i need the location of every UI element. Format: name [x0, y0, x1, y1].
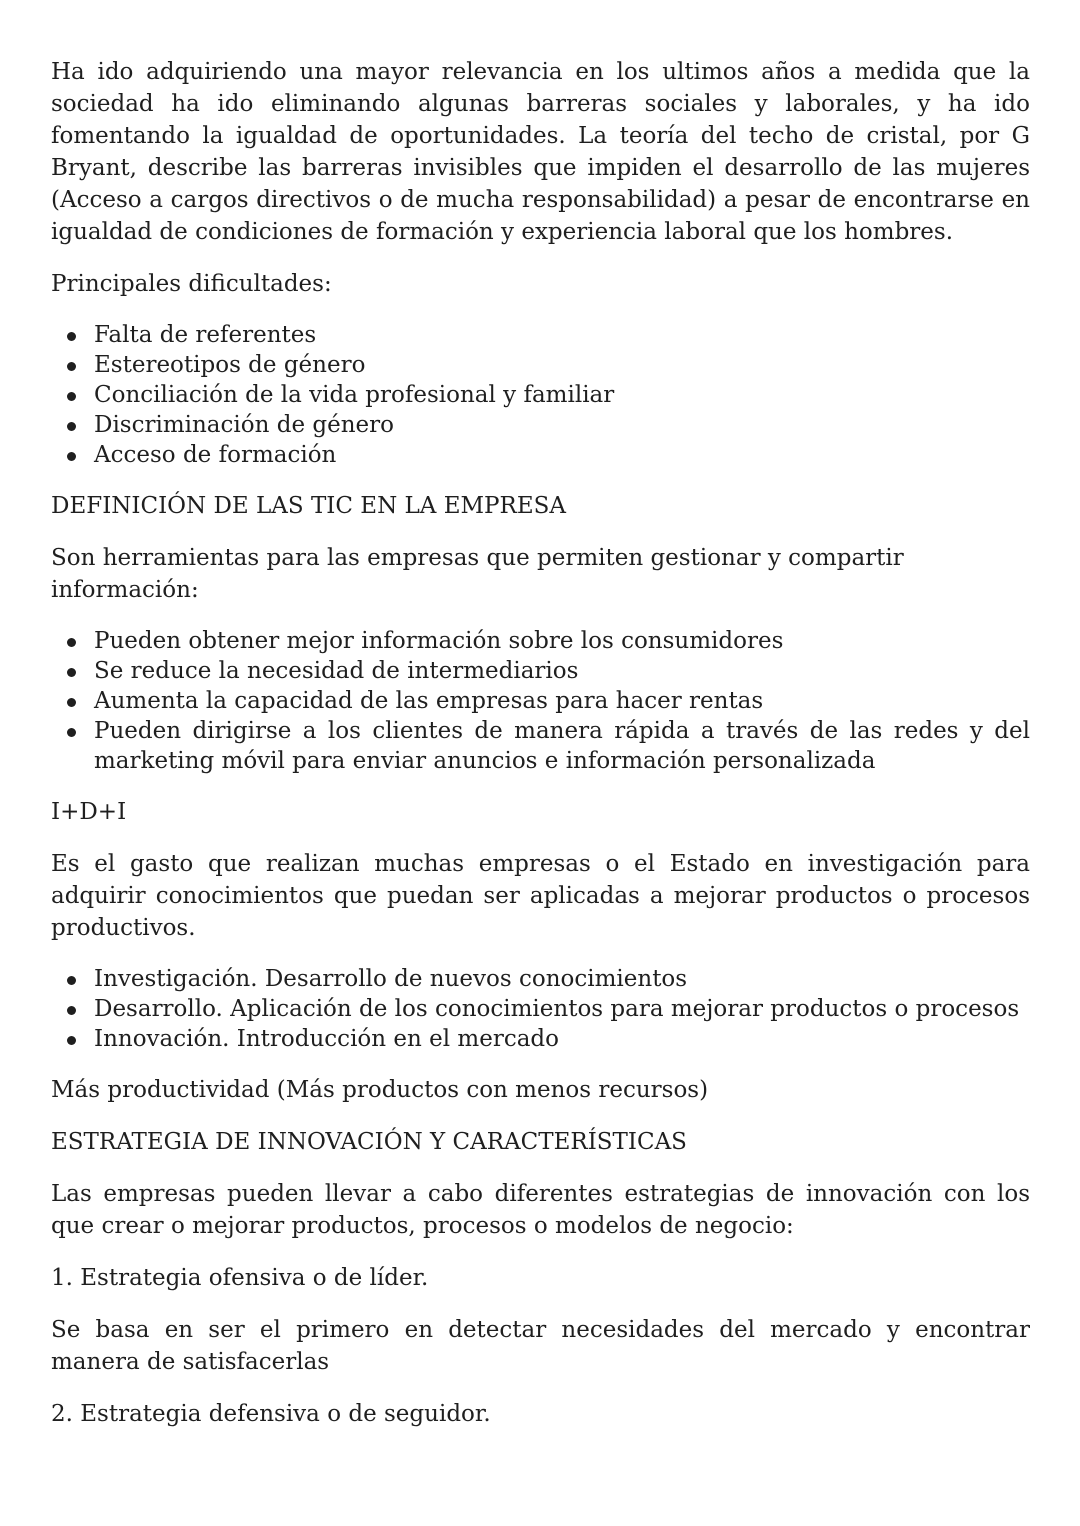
- strategy-intro: Las empresas pueden llevar a cabo diferentes estrategias de innovación con los que crear o mejorar productos, procesos o modelos de negocio:: [51, 1181, 1030, 1239]
- strategy-heading: ESTRATEGIA DE INNOVACIÓN Y CARACTERÍSTICAS: [51, 1129, 687, 1155]
- list-item: Discriminación de género: [51, 410, 1030, 440]
- idi-list: [51, 964, 1030, 1054]
- tic-heading: DEFINICIÓN DE LAS TIC EN LA EMPRESA: [51, 493, 566, 519]
- list-item: Innovación. Introducción en el mercado: [51, 1024, 1030, 1054]
- strategy-item1-title: 1. Estrategia ofensiva o de líder.: [51, 1265, 429, 1291]
- bullet-icon: [67, 332, 76, 341]
- list-item: Conciliación de la vida profesional y familiar: [51, 380, 1030, 410]
- bullet-icon: [67, 1006, 76, 1015]
- list-item: Desarrollo. Aplicación de los conocimientos para mejorar productos o procesos: [51, 994, 1030, 1024]
- list-item: Falta de referentes: [51, 320, 1030, 350]
- bullet-icon: [67, 668, 76, 677]
- tic-list: [51, 626, 1030, 776]
- difficulties-list: [51, 320, 1030, 470]
- tic-intro: Son herramientas para las empresas que permiten gestionar y compartir información:: [51, 545, 904, 603]
- strategy-item2-title: 2. Estrategia defensiva o de seguidor.: [51, 1401, 491, 1427]
- list-item: Se reduce la necesidad de intermediarios: [51, 656, 1030, 686]
- bullet-icon: [67, 1036, 76, 1045]
- list-item: Investigación. Desarrollo de nuevos conocimientos: [51, 964, 1030, 994]
- intro-paragraph: Ha ido adquiriendo una mayor relevancia en los ultimos años a medida que la sociedad ha ido eliminando algunas barreras sociales y laborales, y ha ido fomentando la igualdad de oportunidades. La teoría del techo de cristal, por G Bryant, describe las barreras invisibles que impiden el desarrollo de las mujeres (Acceso a cargos directivos o de mucha responsabilidad) a pesar de encontrarse en igualdad de condiciones de formación y experiencia laboral que los hombres.: [51, 59, 1030, 245]
- idi-intro: Es el gasto que realizan muchas empresas o el Estado en investigación para adquirir conocimientos que puedan ser aplicadas a mejorar productos o procesos productivos.: [51, 851, 1030, 941]
- bullet-icon: [67, 452, 76, 461]
- bullet-icon: [67, 698, 76, 707]
- bullet-icon: [67, 362, 76, 371]
- bullet-icon: [67, 392, 76, 401]
- list-item: Aumenta la capacidad de las empresas para hacer rentas: [51, 686, 1030, 716]
- idi-heading: I+D+I: [51, 799, 127, 825]
- bullet-icon: [67, 728, 76, 737]
- document-page: [51, 56, 1030, 1450]
- idi-conclusion: Más productividad (Más productos con menos recursos): [51, 1077, 709, 1103]
- bullet-icon: [67, 422, 76, 431]
- bullet-icon: [67, 976, 76, 985]
- list-item: Pueden obtener mejor información sobre los consumidores: [51, 626, 1030, 656]
- list-item: Acceso de formación: [51, 440, 1030, 470]
- list-item: Pueden dirigirse a los clientes de manera rápida a través de las redes y del marketing móvil para enviar anuncios e información personalizada: [51, 716, 1030, 776]
- bullet-icon: [67, 638, 76, 647]
- difficulties-label: Principales dificultades:: [51, 271, 332, 297]
- list-item: Estereotipos de género: [51, 350, 1030, 380]
- strategy-item1-desc: Se basa en ser el primero en detectar necesidades del mercado y encontrar manera de satisfacerlas: [51, 1317, 1030, 1375]
